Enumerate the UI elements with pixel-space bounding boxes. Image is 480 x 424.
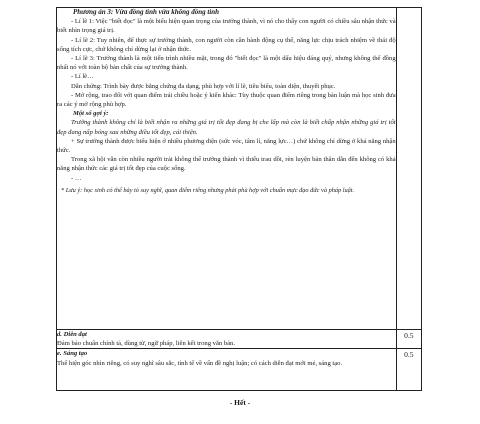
suggestion-heading: Một số gợi ý: bbox=[73, 110, 109, 118]
reason-2: - Lí lẽ 2: Tuy nhiên, để thực sự trưởng thành, con người còn cần hành động cụ thể, năng lực chịu trách nhiệm về thái độ sống tích cực, chứ không chỉ dừng lại ở nhận thức. bbox=[57, 36, 396, 53]
evidence-text: Dẫn chứng: Trình bày được bằng chứng đa dạng, phù hợp với lí lẽ, tiêu biểu, toàn diện, thuyết phục. bbox=[71, 82, 336, 90]
creativity-row bbox=[57, 349, 422, 391]
argument-score-cell bbox=[396, 8, 421, 330]
expression-cell bbox=[57, 330, 397, 349]
creativity-text: Thể hiện góc nhìn riêng, có suy nghĩ sâu sắc, tính tế về vấn đề nghị luận; có cách diễn đạt mới mẻ, sáng tạo. bbox=[57, 359, 343, 367]
expression-text: Đảm bảo chuẩn chính tả, dùng từ, ngữ pháp, liên kết trong văn bản. bbox=[57, 340, 235, 348]
expression-row bbox=[57, 330, 422, 349]
argument-row bbox=[57, 8, 422, 330]
end-marker: - Hết - bbox=[229, 398, 251, 407]
suggestion-1: Trưởng thành không chỉ là biết nhận ra những giá trị tốt đẹp đang bị che lấp mà còn là biết chấp nhận những giá trị tốt đẹp đang nấp bóng sau những điều tốt đẹp, cái thiện. bbox=[57, 119, 396, 136]
creativity-title: e. Sáng tạo bbox=[57, 350, 88, 358]
option-3-heading: Phương án 3: Vừa đồng tình vừa không đồng tình bbox=[73, 8, 220, 16]
creativity-cell bbox=[57, 349, 397, 391]
reason-etc: - Lí lẽ… bbox=[71, 73, 94, 81]
creativity-score: 0.5 bbox=[396, 349, 421, 391]
argument-cell bbox=[57, 8, 397, 330]
expand-text: - Mở rộng, trao đổi với quan điểm trái chiều hoặc ý kiến khác: Tùy thuộc quan điểm riêng trong bàn luận mà học sinh đưa ra các ý mở rộng phù hợp. bbox=[57, 91, 396, 109]
expression-score: 0.5 bbox=[396, 330, 421, 349]
suggestion-3: Trong xã hội vẫn còn nhiều người trải không thể trưởng thành vì thiếu trau dồi, rèn luyện bản thân dẫn đến không có khả năng nhận thức các giá trị tốt đẹp của cuộc sống. bbox=[57, 156, 396, 173]
suggestion-2: + Sự trưởng thành được biểu hiện ở nhiều phương diện (sức vóc, tâm lí, năng lực…) chứ không chỉ dừng ở khả năng nhận thức. bbox=[57, 137, 396, 155]
note-text: * Lưu ý: học sinh có thể bày tỏ suy nghĩ, quan điểm riêng nhưng phải phù hợp với chuẩn mực đạo đức và pháp luật. bbox=[61, 186, 355, 194]
ellipsis-line: - … bbox=[71, 174, 82, 182]
expression-title: d. Diễn đạt bbox=[57, 331, 87, 338]
reason-3: - Lí lẽ 3: Trưởng thành là một tiến trình nhiều mặt, trong đó "biết đọc" là một dấu hiệu đáng quý, nhưng không thể đồng nhất nó với toàn bộ bản chất của sự trưởng thành. bbox=[57, 55, 396, 72]
scoring-table bbox=[56, 7, 422, 391]
reason-1: - Lí lẽ 1: Việc "biết đọc" là một biểu hiện quan trọng của trưởng thành, vì nó cho thấy con người có chiều sâu nhận thức và biết nhìn trọng giá trị. bbox=[57, 18, 396, 35]
